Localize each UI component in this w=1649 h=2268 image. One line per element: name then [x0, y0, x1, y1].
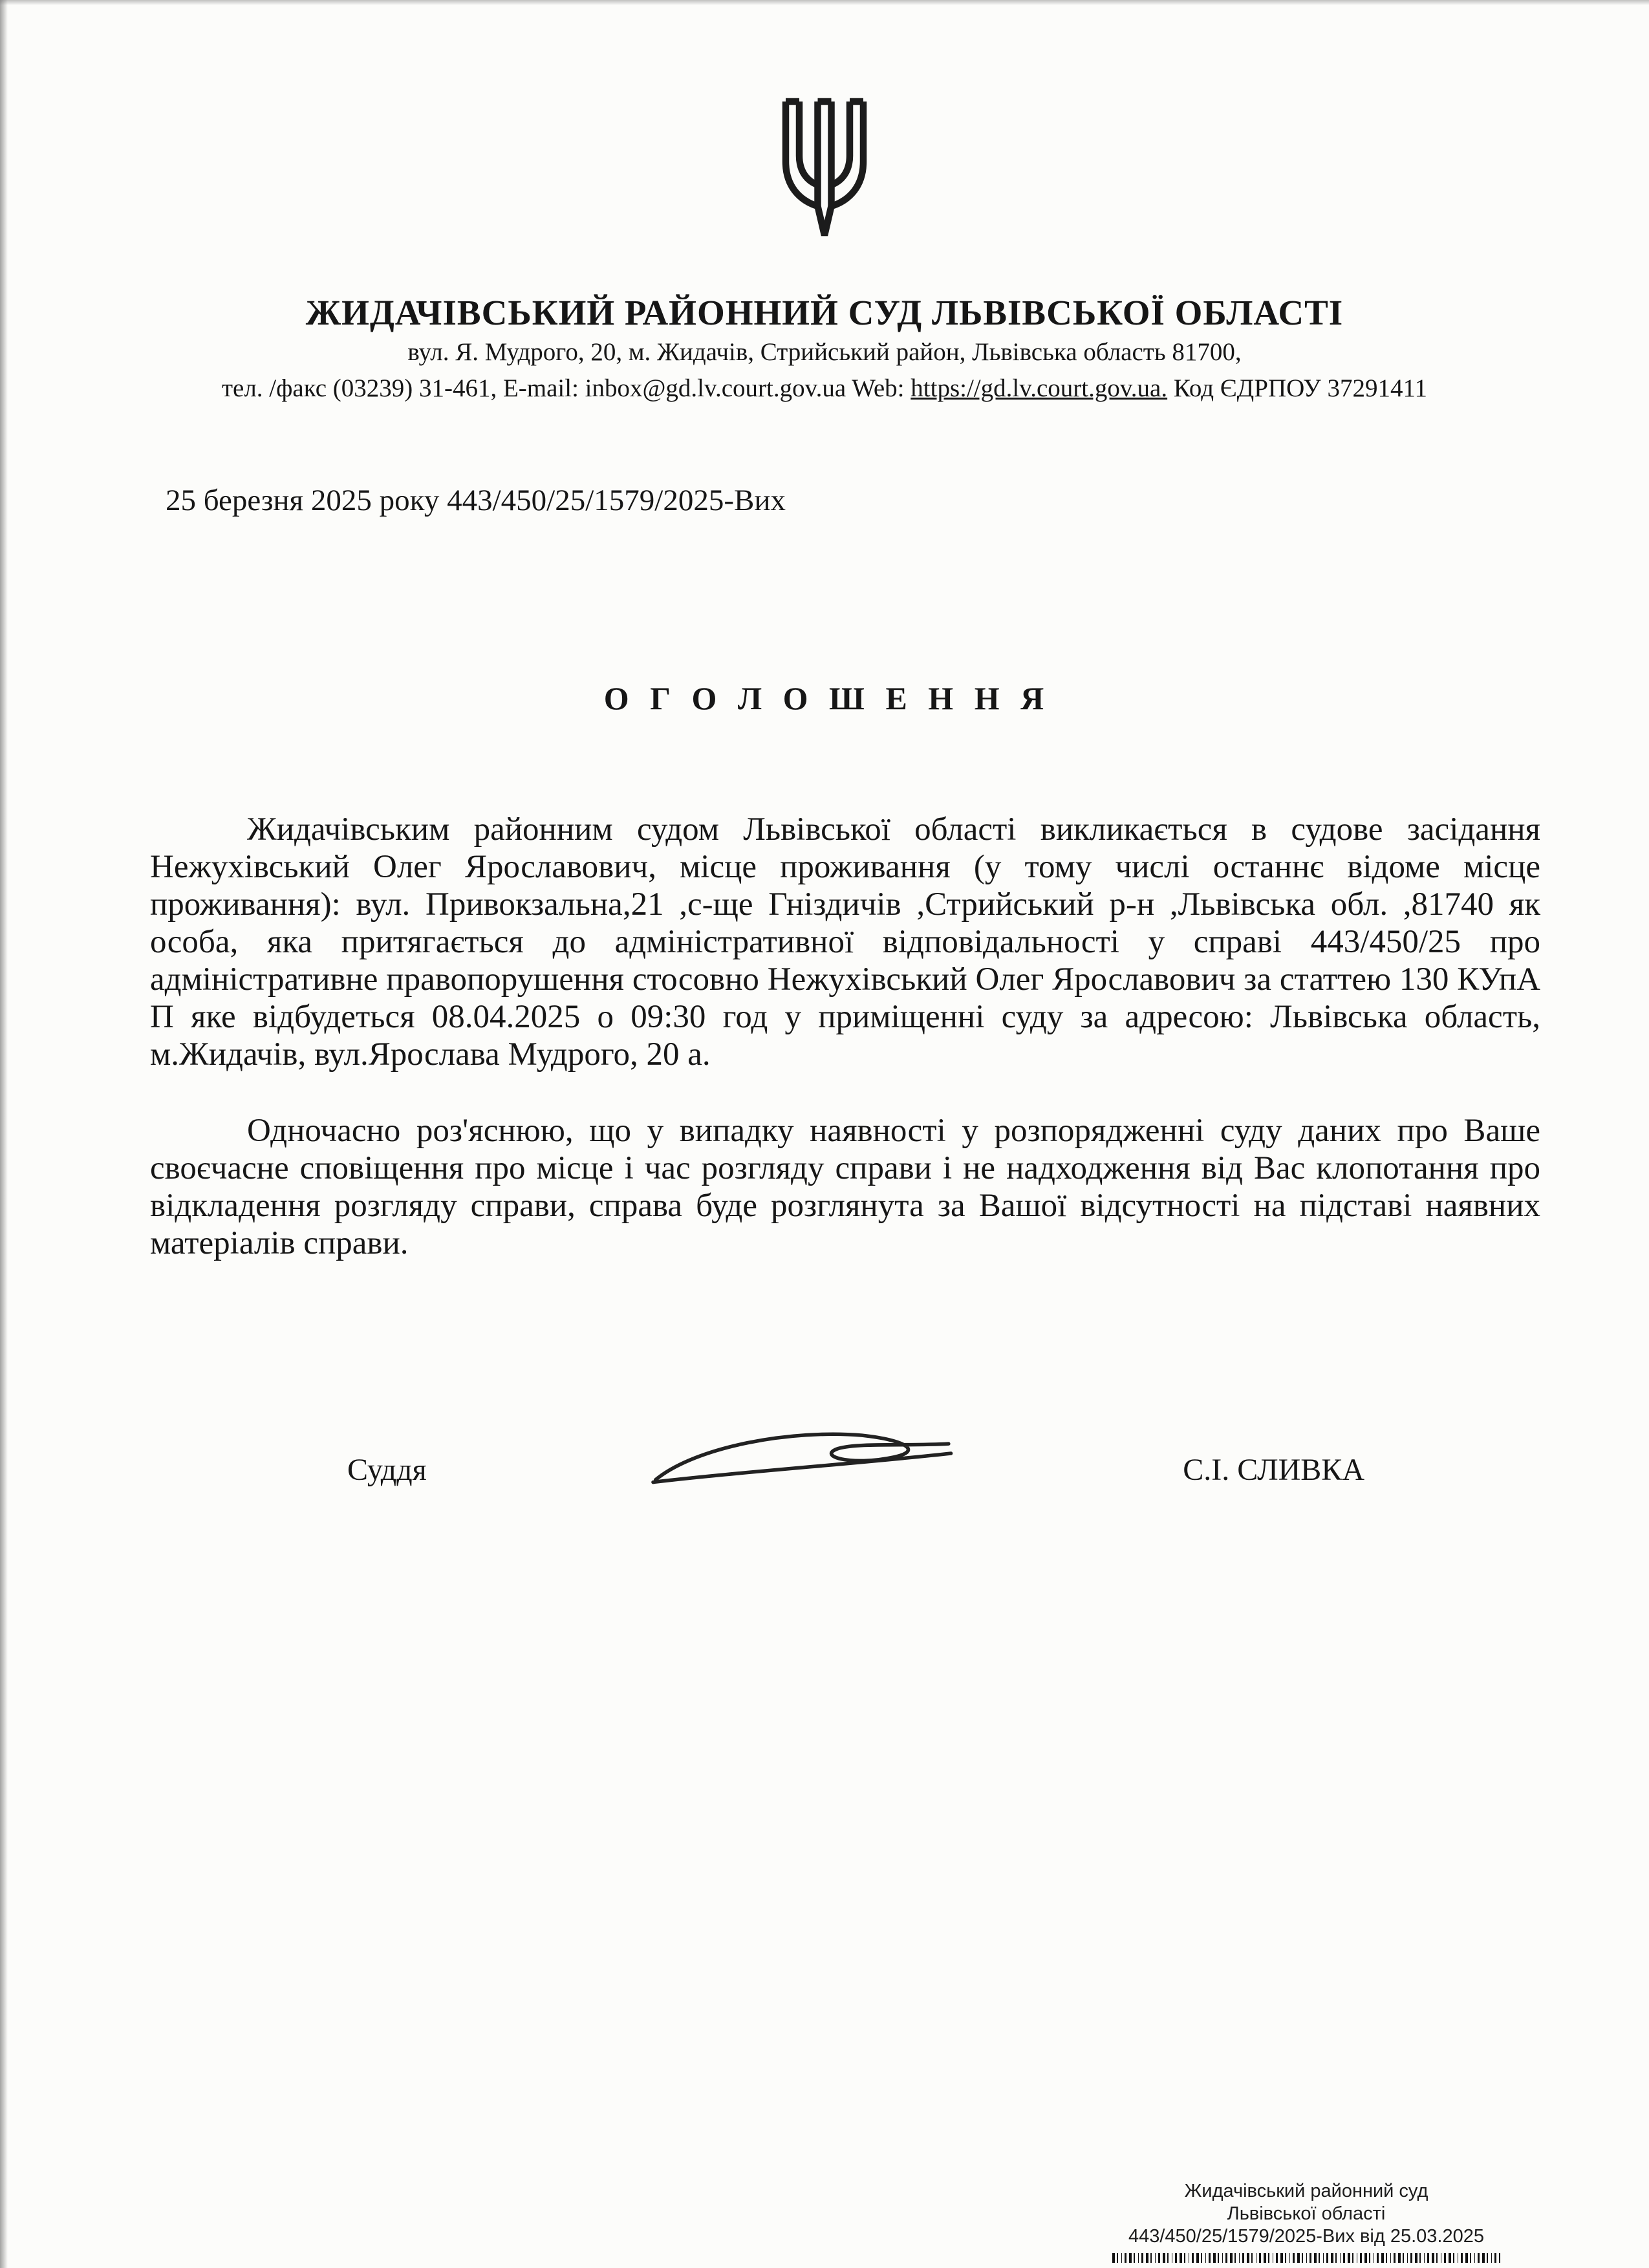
stamp-court-line-1: Жидачівський районний суд — [1184, 2181, 1428, 2201]
announcement-paragraph-1: Жидачівським районним судом Львівської області викликається в судове засідання Нежухівський Олег Ярославович, місце проживання (у тому числі останнє відоме місце проживання): вул. Привокзальна,21 ,с-ще Гніздичів ,Стрийський р-н ,Львівська обл. ,81740 як особа, яка притягається до адміністративної відповідальності у справі 443/450/25 про адміністративне правопорушення стосовно Нежухівський Олег Ярославович за статтею 130 КУпА П яке відбудеться 08.04.2025 о 09:30 год у приміщенні суду за адресою: Львівська область, м.Жидачів, вул.Ярослава Мудрого, 20 а. — [150, 811, 1540, 1073]
reference-line: 25 березня 2025 року 443/450/25/1579/2025-Вих — [166, 484, 786, 517]
ukraine-trident-emblem — [0, 0, 1649, 247]
announcement-paragraph-2: Одночасно роз'яснюю, що у випадку наявності у розпорядженні суду даних про Ваше своєчасне сповіщення про місце і час розгляду справи і не надходження від Вас клопотання про відкладення розгляду справи, справа буде розглянута за Вашої відсутності на підставі наявних матеріалів справи. — [150, 1113, 1540, 1261]
stamp-reference-line: 443/450/25/1579/2025-Вих від 25.03.2025 — [1128, 2226, 1484, 2247]
court-name: ЖИДАЧІВСЬКИЙ РАЙОННИЙ СУД ЛЬВІВСЬКОЇ ОБЛАСТІ — [305, 293, 1344, 332]
court-contacts — [0, 372, 1649, 405]
judge-label: Суддя — [347, 1452, 427, 1487]
footer-stamp — [1093, 2180, 1520, 2263]
judge-signature-scribble-icon — [643, 1420, 966, 1512]
stamp-court-line-2: Львівської області — [1227, 2203, 1386, 2224]
stamp-barcode — [1112, 2253, 1500, 2263]
judge-name: С.І. СЛИВКА — [1183, 1452, 1364, 1487]
signature-row — [347, 1424, 1364, 1515]
court-contacts-prefix: тел. /факс (03239) 31-461, E-mail: inbox@gd.lv.court.gov.ua Web: — [221, 374, 911, 402]
court-website-url: https://gd.lv.court.gov.ua. — [911, 374, 1168, 402]
court-address: вул. Я. Мудрого, 20, м. Жидачів, Стрийський район, Львівська область 81700, — [407, 338, 1242, 366]
court-contacts-suffix: Код ЄДРПОУ 37291411 — [1167, 374, 1427, 402]
announcement-title: О Г О Л О Ш Е Н Н Я — [603, 680, 1046, 716]
